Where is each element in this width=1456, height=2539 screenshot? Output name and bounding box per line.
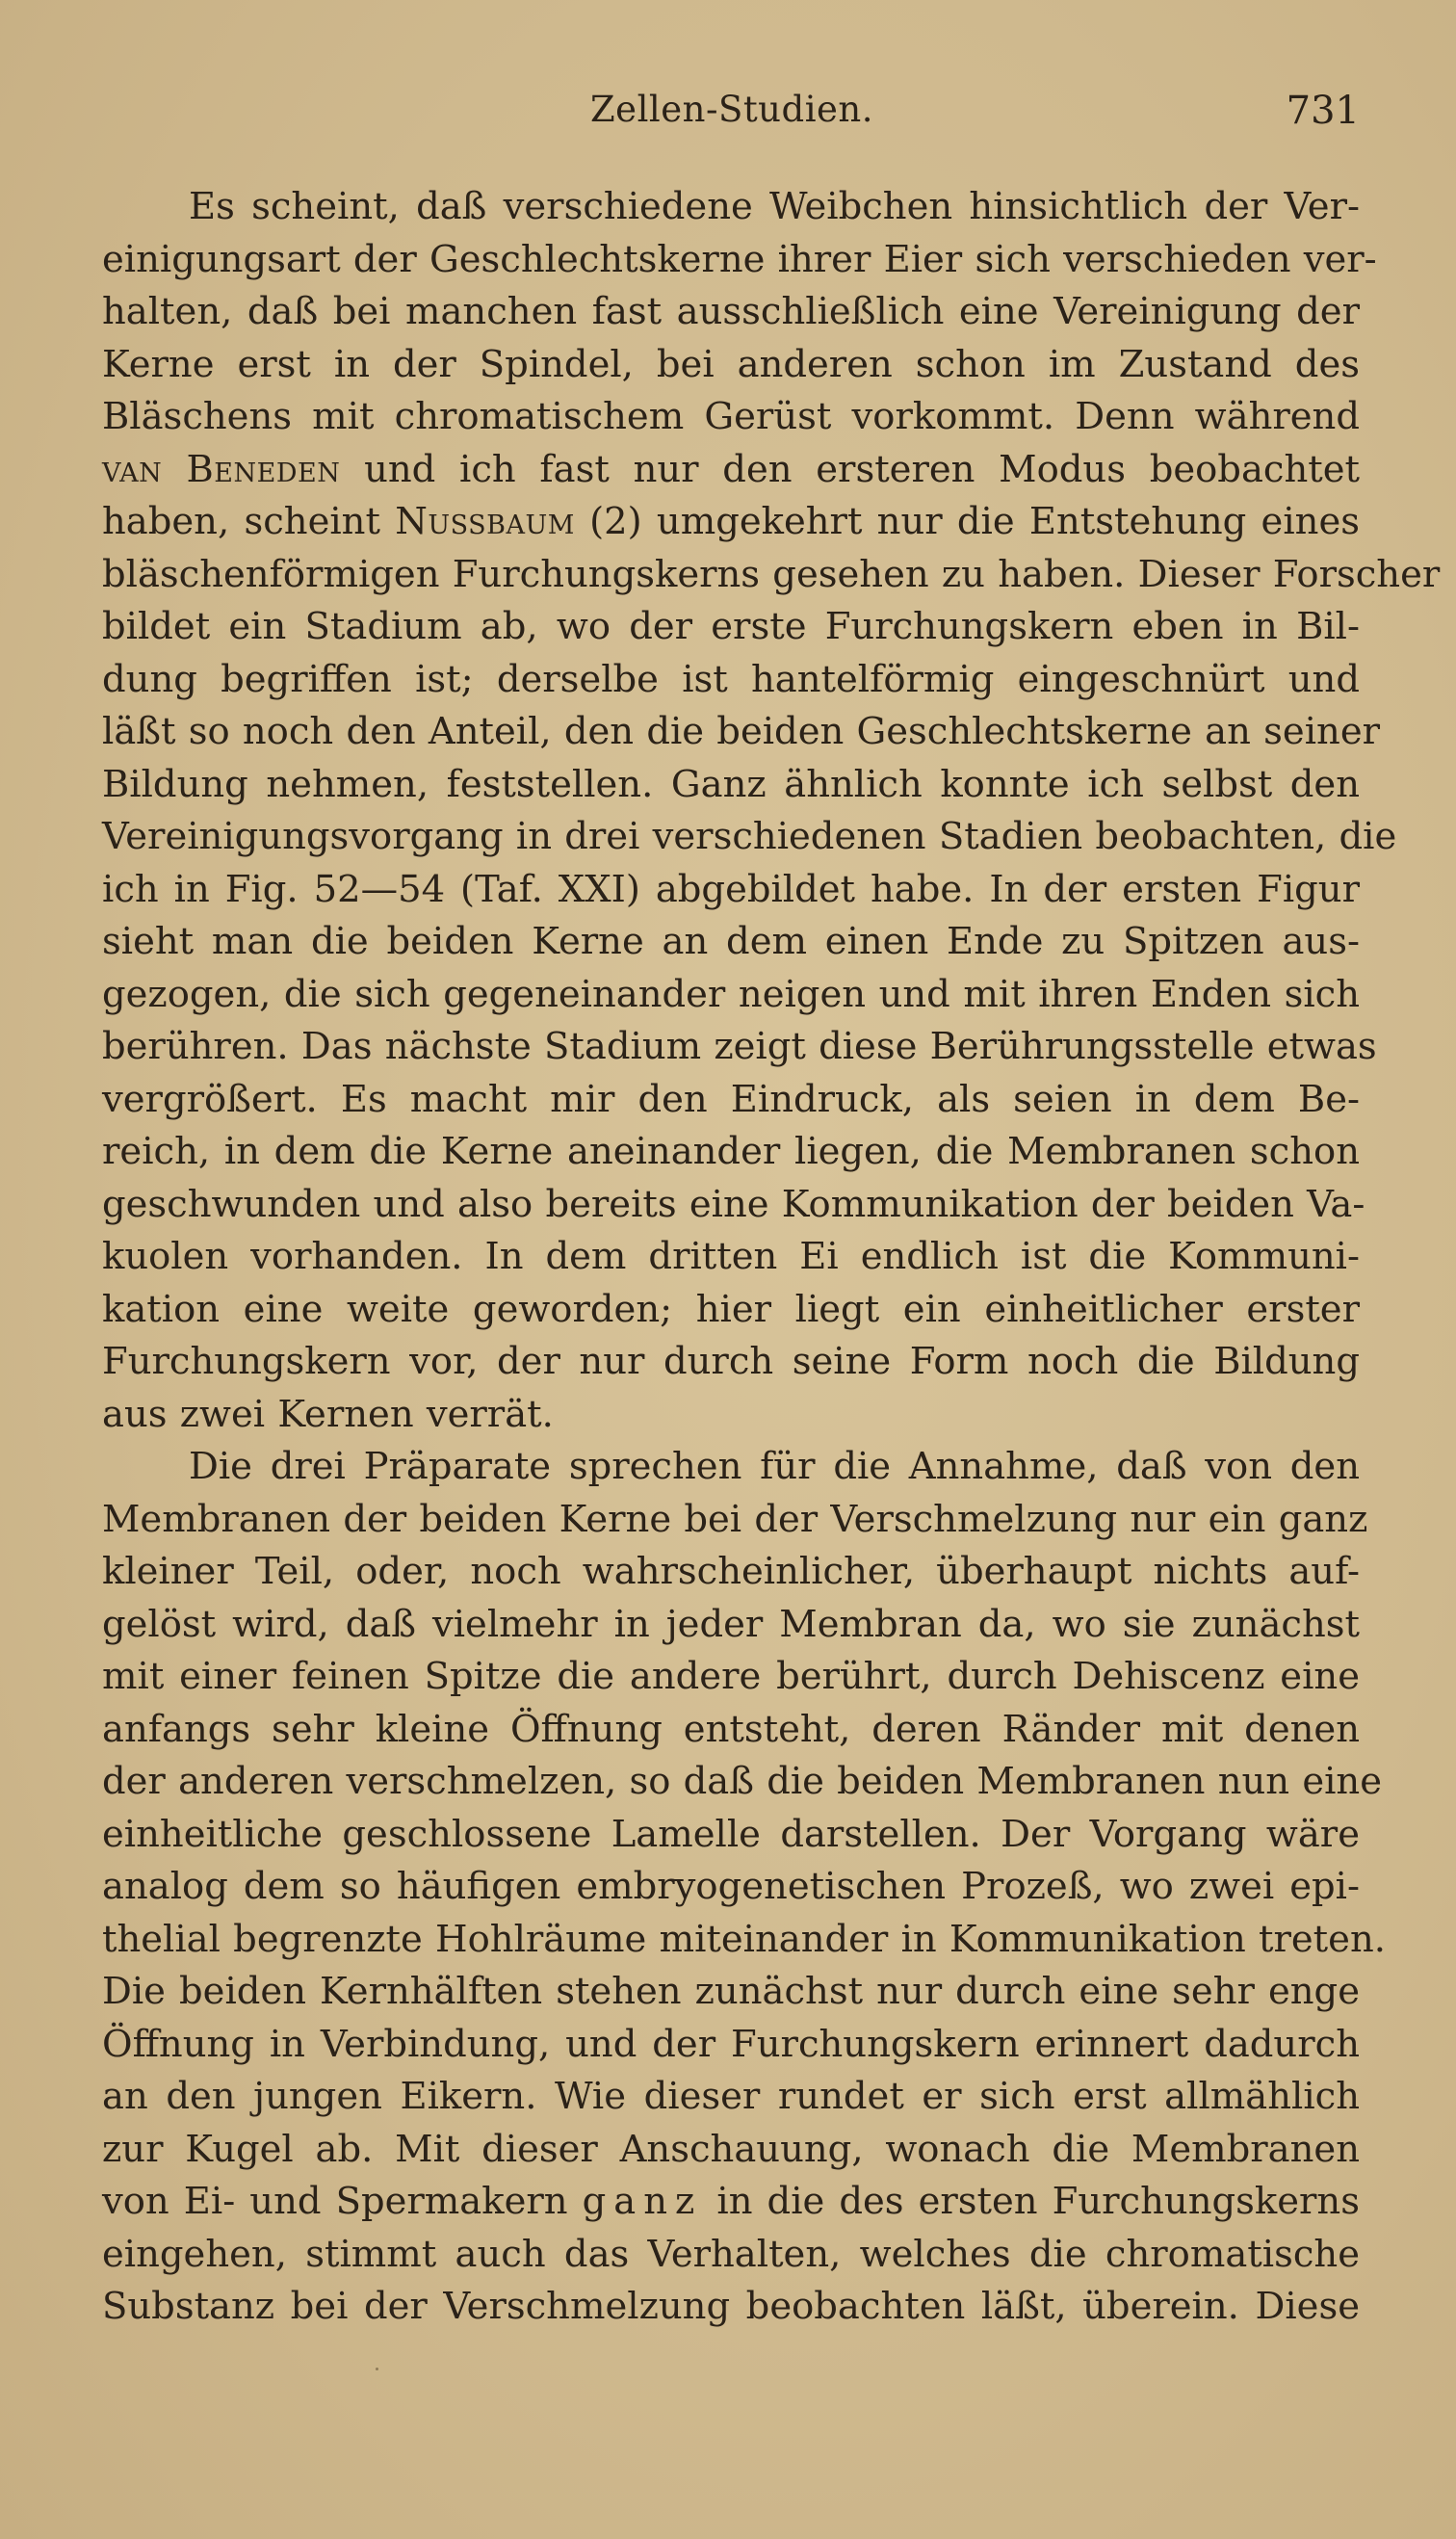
- page-number: 731: [1286, 89, 1360, 133]
- text-segment: und ich fast nur den ersteren Modus beobachtet: [364, 447, 1360, 491]
- paragraph-2: [102, 1441, 1386, 2334]
- running-title: Zellen-Studien.: [589, 89, 874, 130]
- text-line: dung begriffen ist; derselbe ist hantelförmig eingeschnürt und: [102, 657, 1360, 701]
- text-line: ich in Fig. 52—54 (Taf. XXI) abgebildet habe. In der ersten Figur: [102, 867, 1360, 911]
- author-name-van-beneden: van Beneden: [102, 447, 341, 491]
- text-line: Substanz bei der Verschmelzung beobachten läßt, überein. Diese: [102, 2285, 1360, 2328]
- text-line: an den jungen Eikern. Wie dieser rundet er sich erst allmählich: [102, 2075, 1360, 2118]
- text-line: [102, 496, 1360, 549]
- text-line: thelial begrenzte Hohlräume miteinander in Kommunikation treten.: [102, 1917, 1386, 1961]
- text-line: Membranen der beiden Kerne bei der Verschmelzung nur ein ganz: [102, 1497, 1368, 1541]
- text-line: analog dem so häufigen embryogenetischen Prozeß, wo zwei epi-: [102, 1865, 1360, 1908]
- text-line: Kerne erst in der Spindel, bei anderen schon im Zustand des: [102, 342, 1360, 386]
- text-line: Furchungskern vor, der nur durch seine Form noch die Bildung: [102, 1340, 1360, 1383]
- text-line: reich, in dem die Kerne aneinander liegen, die Membranen schon: [102, 1130, 1360, 1173]
- text-line: Bildung nehmen, feststellen. Ganz ähnlich konnte ich selbst den: [102, 762, 1360, 806]
- text-line: Es scheint, daß verschiedene Weibchen hinsichtlich der Ver-: [189, 185, 1360, 228]
- text-line: bläschenförmigen Furchungskerns gesehen zu haben. Dieser Forscher: [102, 552, 1441, 596]
- text-line: eingehen, stimmt auch das Verhalten, welches die chromatische: [102, 2232, 1360, 2276]
- text-segment: in die des ersten Furchungskerns: [716, 2180, 1360, 2223]
- text-line: Vereinigungsvorgang in drei verschiedenen Stadien beobachten, die: [102, 815, 1397, 858]
- text-line: Bläschens mit chromatischem Gerüst vorkommt. Denn während: [102, 395, 1360, 438]
- paper-speck: [376, 2368, 378, 2370]
- text-segment: (2) umgekehrt nur die Entstehung eines: [589, 500, 1360, 543]
- text-line: einheitliche geschlossene Lamelle darstellen. Der Vorgang wäre: [102, 1812, 1360, 1856]
- text-line: Öffnung in Verbindung, und der Furchungskern erinnert dadurch: [102, 2022, 1360, 2066]
- text-line: anfangs sehr kleine Öffnung entsteht, deren Ränder mit denen: [102, 1707, 1360, 1751]
- text-line: geschwunden und also bereits eine Kommunikation der beiden Va-: [102, 1182, 1365, 1226]
- text-line: berühren. Das nächste Stadium zeigt diese Berührungsstelle etwas: [102, 1025, 1377, 1068]
- text-line: halten, daß bei manchen fast ausschließlich eine Vereinigung der: [102, 290, 1360, 333]
- text-line: der anderen verschmelzen, so daß die beiden Membranen nun eine: [102, 1760, 1383, 1803]
- text-line: einigungsart der Geschlechtskerne ihrer Eier sich verschieden ver-: [102, 237, 1377, 281]
- text-line: vergrößert. Es macht mir den Eindruck, als seien in dem Be-: [102, 1077, 1360, 1121]
- text-line: gelöst wird, daß vielmehr in jeder Membran da, wo sie zunächst: [102, 1602, 1360, 1646]
- text-line: kation eine weite geworden; hier liegt ein einheitlicher erster: [102, 1287, 1360, 1331]
- paragraph-1: [102, 181, 1441, 1441]
- text-line: gezogen, die sich gegeneinander neigen und mit ihren Enden sich: [102, 972, 1360, 1016]
- text-line: kleiner Teil, oder, noch wahrscheinlicher, überhaupt nichts auf-: [102, 1550, 1360, 1593]
- text-line: mit einer feinen Spitze die andere berührt, durch Dehiscenz eine: [102, 1655, 1360, 1698]
- text-line: läßt so noch den Anteil, den die beiden Geschlechtskerne an seiner: [102, 710, 1381, 753]
- text-line: Die drei Präparate sprechen für die Annahme, daß von den: [189, 1445, 1360, 1488]
- text-segment: von Ei- und Spermakern: [102, 2180, 568, 2223]
- text-line: zur Kugel ab. Mit dieser Anschauung, wonach die Membranen: [102, 2127, 1360, 2171]
- emphasized-word: ganz: [582, 2180, 703, 2223]
- author-name-nussbaum: Nussbaum: [395, 500, 575, 543]
- body-text: [102, 181, 1441, 2334]
- text-line: bildet ein Stadium ab, wo der erste Furchungskern eben in Bil-: [102, 605, 1360, 648]
- text-line: [102, 444, 1360, 497]
- text-line: aus zwei Kernen verrät.: [102, 1392, 554, 1436]
- text-line: sieht man die beiden Kerne an dem einen Ende zu Spitzen aus-: [102, 920, 1360, 963]
- text-segment: haben, scheint: [102, 500, 380, 543]
- text-line: kuolen vorhanden. In dem dritten Ei endlich ist die Kommuni-: [102, 1235, 1360, 1278]
- page-header: [104, 89, 1360, 146]
- text-line: Die beiden Kernhälften stehen zunächst nur durch eine sehr enge: [102, 1970, 1360, 2013]
- text-line: [102, 2176, 1360, 2229]
